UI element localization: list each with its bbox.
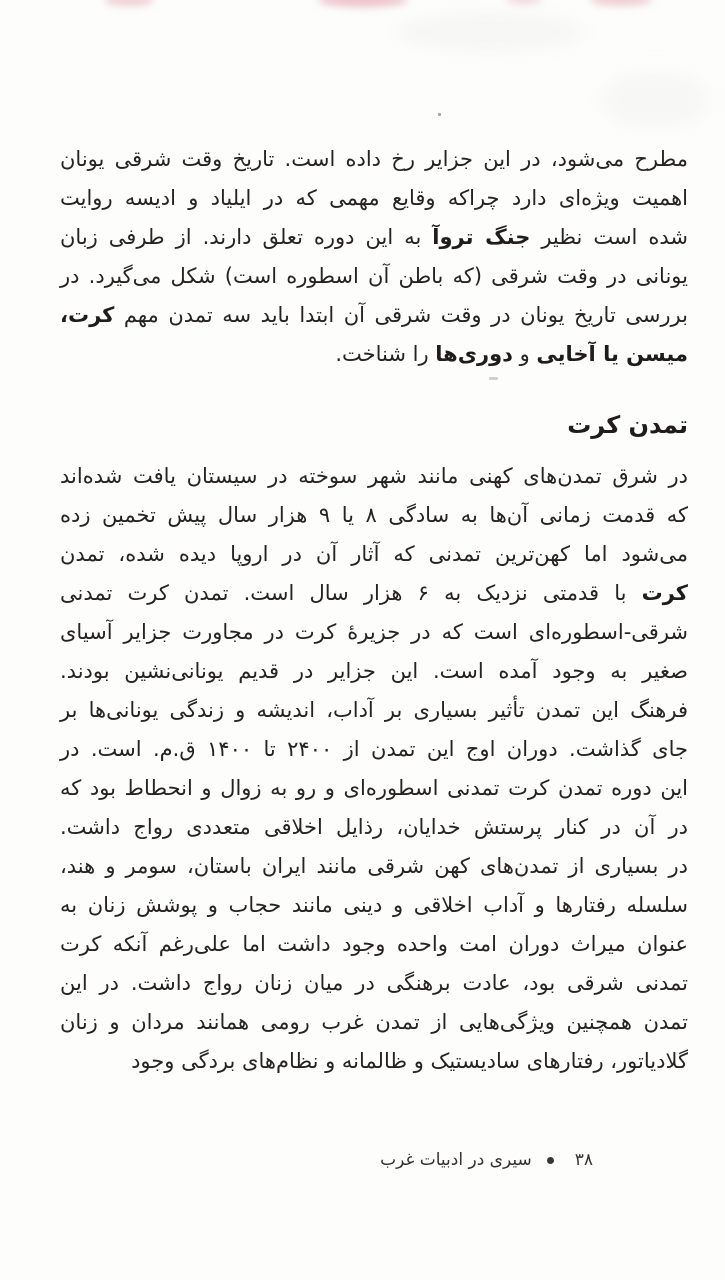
body-text: اهمیت ویژه‌ای دارد چراکه وقایع مهمی که در ایلیاد و ادیسه روایت — [60, 186, 688, 210]
body-text: شرقی-اسطوره‌ای است که در جزیرهٔ کرت در مجاورت جزایر آسیای — [60, 620, 688, 644]
footer-book-title: سیری در ادبیات غرب — [380, 1150, 532, 1170]
text-line — [60, 730, 688, 769]
text-line — [60, 964, 688, 1003]
body-text: بررسی تاریخ یونان در وقت شرقی آن ابتدا باید سه تمدن مهم — [114, 303, 688, 327]
scan-speck — [438, 113, 441, 116]
body-text: یونانی در وقت شرقی (که باطن آن اسطوره است) شکل می‌گیرد. در — [60, 264, 688, 288]
paragraph-intro-greek-history — [60, 140, 688, 374]
body-text: در شرق تمدن‌های کهنی مانند شهر سوخته در سیستان یافت شده‌اند — [60, 464, 688, 488]
text-line — [60, 457, 688, 496]
scan-smudge — [396, 12, 586, 52]
bold-term: کرت، — [60, 303, 115, 327]
text-line — [60, 925, 688, 964]
body-text: تمدنی شرقی بود، عادت برهنگی در میان زنان رواج داشت. در این — [60, 971, 688, 995]
body-text: می‌شود اما کهن‌ترین تمدنی که آثار آن در اروپا دیده شده، تمدن — [60, 542, 688, 566]
scan-smudge — [506, 0, 542, 4]
text-line — [60, 769, 688, 808]
paragraph-cretan-civilization — [60, 457, 688, 1081]
bold-term: میسن یا آخایی — [536, 342, 688, 366]
text-line — [60, 496, 688, 535]
body-text: گلادیاتور، رفتارهای سادیستیک و ظالمانه و نظام‌های بردگی وجود — [131, 1049, 688, 1073]
body-text: که قدمت زمانی آن‌ها به سادگی ۸ یا ۹ هزار سال پیش تخمین زده — [60, 503, 688, 527]
body-text: شده است نظیر — [530, 225, 688, 249]
text-line — [60, 535, 688, 574]
text-line — [60, 218, 688, 257]
section-heading-cretan-civilization: تمدن کرت — [567, 411, 688, 439]
text-line — [60, 179, 688, 218]
page-footer — [380, 1146, 593, 1174]
text-line — [60, 886, 688, 925]
scan-smudge — [590, 0, 652, 6]
scan-smudge — [104, 0, 154, 6]
bold-term: کرت — [641, 581, 688, 605]
body-text: مطرح می‌شود، در این جزایر رخ داده است. تاریخ وقت شرقی یونان — [60, 147, 688, 171]
text-line — [60, 808, 688, 847]
footer-bullet-icon — [547, 1157, 554, 1164]
footer-page-number: ۳۸ — [574, 1150, 593, 1170]
body-text: سلسله رفتارها و آداب اخلاقی و دینی مانند حجاب و پوشش زنان به — [60, 893, 688, 917]
body-text: صغیر به وجود آمده است. این جزایر در قدیم یونانی‌نشین بودند. — [60, 659, 688, 683]
text-line — [60, 296, 688, 335]
text-line — [60, 691, 688, 730]
text-line — [60, 1042, 688, 1081]
body-text: با قدمتی نزدیک به ۶ هزار سال است. تمدن کرت تمدنی — [60, 581, 642, 605]
bold-term: جنگ تروآ — [432, 225, 531, 249]
body-text: فرهنگ این تمدن تأثیر بسیاری بر آداب، اندیشه و زندگی یونانی‌ها بر — [60, 698, 688, 722]
bold-term: دوری‌ها — [435, 342, 513, 366]
body-text: به این دوره تعلق دارند. از طرفی زبان — [60, 225, 433, 249]
text-line — [60, 574, 688, 613]
body-text: در آن در کنار پرستش خدایان، رذایل اخلاقی متعددی رواج داشت. — [60, 815, 688, 839]
body-text: در بسیاری از تمدن‌های کهن شرقی مانند ایران باستان، سومر و هند، — [60, 854, 688, 878]
body-text: تمدن همچنین ویژگی‌هایی از تمدن غرب رومی همانند مردان و زنان — [60, 1010, 688, 1034]
scan-smudge — [318, 0, 408, 7]
text-line — [60, 847, 688, 886]
body-text: جای گذاشت. دوران اوج این تمدن از ۲۴۰۰ تا ۱۴۰۰ ق.م. است. در — [60, 737, 689, 761]
text-line — [60, 1003, 688, 1042]
body-text: این دوره تمدن کرت تمدنی اسطوره‌ای و رو به زوال و انحطاط بود که — [60, 776, 688, 800]
scan-smudge — [600, 70, 710, 130]
text-line — [60, 613, 688, 652]
text-line — [60, 140, 688, 179]
body-text: و — [512, 342, 537, 366]
text-line — [60, 335, 688, 374]
body-text: را شناخت. — [335, 342, 436, 366]
text-line — [60, 257, 688, 296]
page-text-block — [60, 140, 688, 1081]
text-line — [60, 652, 688, 691]
body-text: عنوان میراث دوران امت واحده وجود داشت اما علی‌رغم آنکه کرت — [60, 932, 688, 956]
